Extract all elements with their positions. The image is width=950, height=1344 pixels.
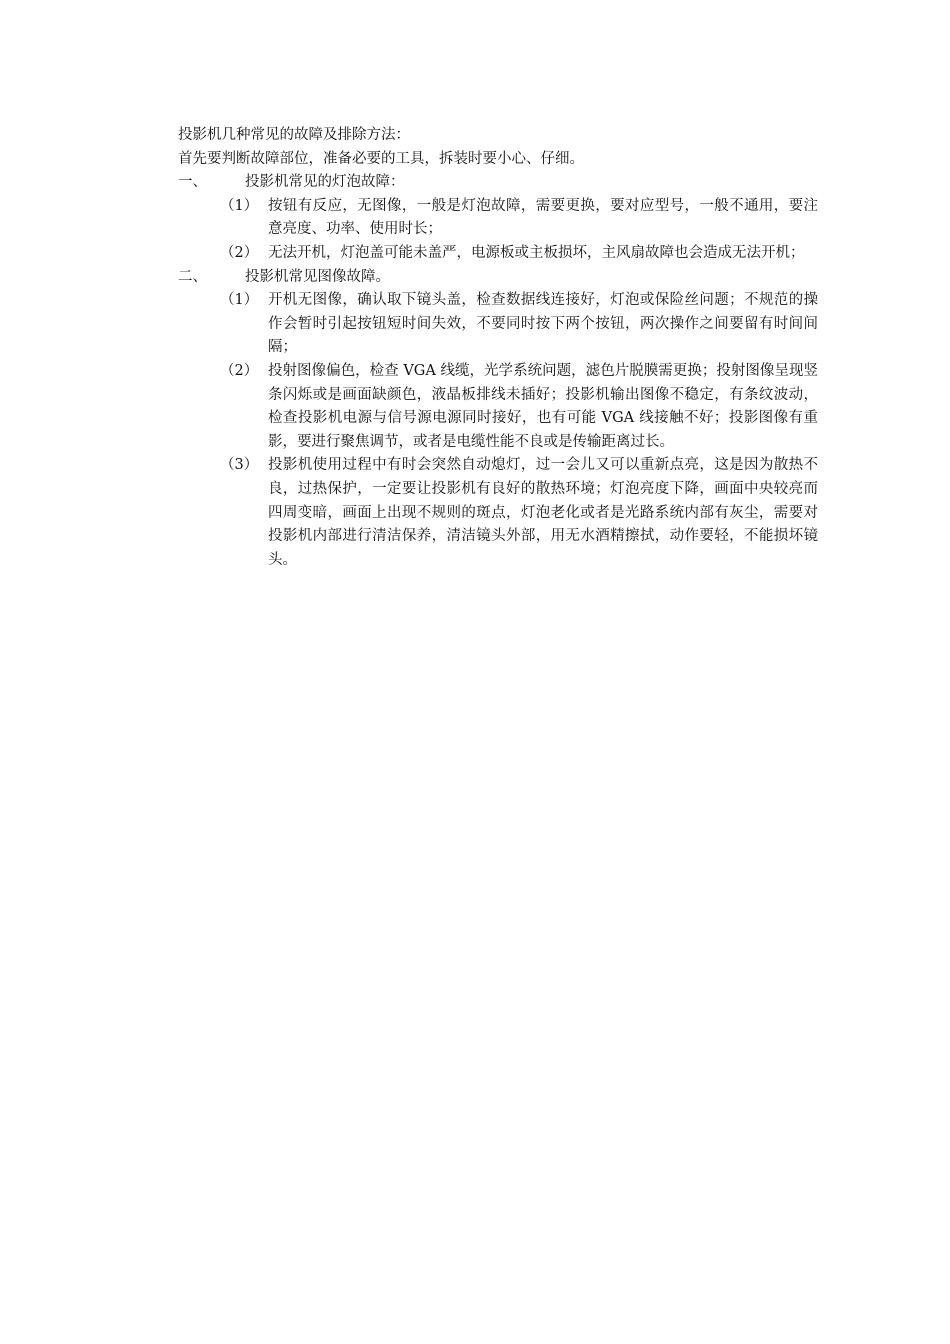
list-item-text: 投影机使用过程中有时会突然自动熄灯，过一会儿又可以重新点亮，这是因为散热不良，过热保护，一定要让投影机有良好的散热环境；灯泡亮度下降，画面中央较亮而四周变暗，画面上出现不规则的斑点，灯泡老化或者是光路系统内部有灰尘，需要对投影机内部进行清洁保养，清洁镜头外部，用无水酒精擦拭，动作要轻，不能损坏镜头。 [268, 457, 818, 568]
list-item-number: （2） [220, 244, 259, 261]
list-item-text: 投射图像偏色，检查 VGA 线缆，光学系统问题，滤色片脱膜需更换；投射图像呈现竖条闪烁或是画面缺颜色，液晶板排线未插好；投影机输出图像不稳定，有条纹波动，检查投影机电源与信号源电源同时接好，也有可能 VGA 线接触不好；投影图像有重影，要进行聚焦调节，或者是电缆性能不良或是传输距离过长。 [268, 362, 818, 450]
document-intro: 首先要判断故障部位，准备必要的工具，拆装时要小心、仔细。 [178, 150, 584, 167]
list-item-number: （3） [220, 457, 259, 474]
list-item-number: （1） [220, 197, 259, 214]
section-2 [178, 266, 818, 290]
list-item-number: （2） [220, 362, 259, 379]
section-2-number: 二、 [178, 268, 207, 285]
section-1-heading: 投影机常见的灯泡故障： [245, 174, 405, 191]
document-page [178, 124, 818, 572]
section-2-heading: 投影机常见图像故障。 [245, 268, 390, 285]
list-item-text: 按钮有反应，无图像，一般是灯泡故障，需要更换，要对应型号，一般不通用，要注意亮度、功率、使用时长； [268, 197, 818, 238]
section-1 [178, 171, 818, 195]
list-item-text: 开机无图像，确认取下镜头盖，检查数据线连接好，灯泡或保险丝问题；不规范的操作会暂时引起按钮短时间失效，不要同时按下两个按钮，两次操作之间要留有时间间隔； [268, 292, 818, 356]
list-item-2-2 [178, 360, 818, 454]
list-item-1-1 [178, 195, 818, 242]
document-title: 投影机几种常见的故障及排除方法： [178, 127, 410, 143]
list-item-text: 无法开机，灯泡盖可能未盖严，电源板或主板损坏，主风扇故障也会造成无法开机； [268, 244, 805, 261]
list-item-2-3 [178, 454, 818, 572]
list-item-1-2 [178, 242, 818, 266]
list-item-2-1 [178, 289, 818, 360]
list-item-number: （1） [220, 292, 259, 309]
section-1-number: 一、 [178, 174, 207, 191]
